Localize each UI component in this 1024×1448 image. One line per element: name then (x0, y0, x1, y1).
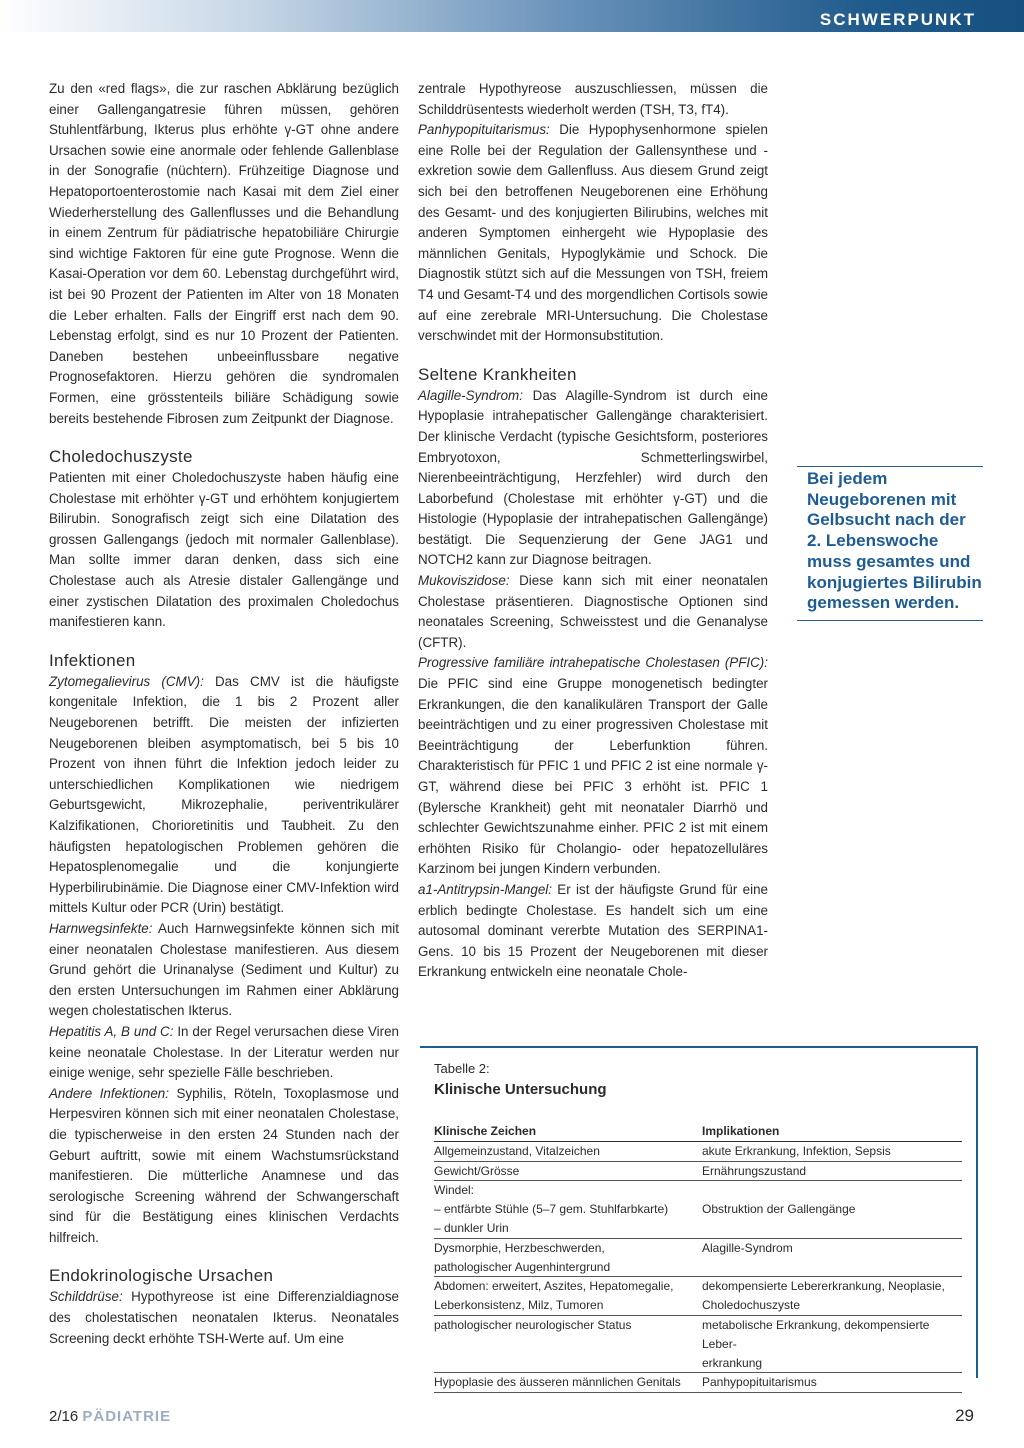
table-cell: Alagille-Syndrom (702, 1240, 793, 1255)
table-row (434, 1373, 962, 1393)
lead-andere-infektionen: Andere Infektionen: (49, 1085, 169, 1101)
table-cell: Abdomen: erweitert, Aszites, Hepatomegalie, (434, 1279, 674, 1294)
table-row (434, 1258, 962, 1277)
header-bar (0, 0, 1024, 32)
table-cell: Leberkonsistenz, Milz, Tumoren (434, 1296, 702, 1315)
table-row (434, 1161, 962, 1181)
magazine-name: PÄDIATRIE (82, 1408, 172, 1425)
table-row (434, 1141, 962, 1161)
lead-mukoviszidose: Mukoviszidose: (418, 573, 510, 589)
table-cell: Windel: (434, 1183, 475, 1198)
table-cell: Panhypopituitarismus (702, 1373, 962, 1393)
table-title: Klinische Untersuchung (434, 1081, 607, 1098)
table-cell: dekompensierte Lebererkrankung, Neoplasie, (702, 1279, 945, 1294)
paragraph-harnwegsinfekte (49, 919, 399, 1022)
text-alagille: Das Alagille-Syndrom ist durch eine Hypoplasie intrahepatischer Gallengänge charakterisiert. Der klinische Verdacht (typische Gesichtsform, posteriores Embryotoxon, Schmetterlingswirbel, Nierenbeeinträchtigung, Herzfehler) wird durch den Laborbefund (Cholestase mit erhöhter γ-GT) und die Histologie (Hypoplasie der intrahepatischen Gallengänge) bestätigt. Die Sequenzierung der Gene JAG1 und NOTCH2 kann zur Diagnose beitragen. (418, 387, 768, 568)
lead-alagille: Alagille-Syndrom: (418, 387, 523, 403)
clinical-table (434, 1122, 962, 1393)
table-cell (434, 1354, 702, 1373)
table-row (434, 1219, 962, 1238)
text-andere-infektionen: Syphilis, Röteln, Toxoplasmose und Herpesviren können sich mit einer neonatalen Cholestase, die typischerweise in den ersten 24 Stunden nach der Geburt auftritt, sowie mit einem Wachstumsrückstand manifestieren. Die mütterliche Anamnese und das serologische Screening während der Schwangerschaft sind für die Bestätigung eines klinischen Verdachts hilfreich. (49, 1085, 399, 1245)
paragraph-schilddruese (49, 1287, 399, 1349)
table-cell: Gewicht/Grösse (434, 1161, 702, 1181)
heading-infektionen: Infektionen (49, 650, 136, 670)
table-row (434, 1181, 962, 1200)
issue-number: 2/16 (49, 1408, 79, 1425)
pull-quote: Bei jedem Neugeborenen mit Gelbsucht nach der 2. Lebenswoche muss gesamtes und konjugiertes Bilirubin gemessen werden. (797, 466, 983, 621)
paragraph-continuation: zentrale Hypothyreose auszuschliessen, müssen die Schilddrüsentests wiederholt werden (TSH, T3, fT4). (418, 81, 768, 117)
section-label: SCHWERPUNKT (819, 10, 976, 29)
heading-seltene-krankheiten: Seltene Krankheiten (418, 364, 577, 384)
column-middle (418, 79, 768, 983)
table-cell: pathologischer neurologischer Status (434, 1317, 632, 1332)
text-schilddruese: Hypothyreose ist eine Differenzialdiagnose des cholestatischen neonatalen Ikterus. Neonatales Screening deckt erhöhte TSH-Werte auf. Um eine (49, 1289, 399, 1346)
table-cell: Ernährungszustand (702, 1161, 962, 1181)
paragraph-choledochuszyste: Patienten mit einer Choledochuszyste haben häufig eine Cholestase mit erhöhter γ-GT und erhöhtem konjugiertem Bilirubin. Sonografisch zeigt sich eine Dilatation des grossen Gallengangs (jedoch mit normaler Gallenblase). Man sollte immer daran denken, dass sich eine Cholestase auch als Atresie distaler Gallengänge und einer zystischen Dilatation des proximalen Choledochus manifestieren kann. (49, 470, 399, 630)
table-cell (702, 1181, 962, 1200)
table-cell: – dunkler Urin (434, 1219, 702, 1238)
page-number: 29 (955, 1406, 974, 1425)
text-hepatitis: In der Regel verursachen diese Viren keine neonatale Cholestase. In der Literatur werden nur einige wenige, sehr spezielle Fälle beschrieben. (49, 1023, 399, 1081)
table-cell: erkrankung (702, 1354, 962, 1373)
paragraph-red-flags: Zu den «red flags», die zur raschen Abklärung bezüglich einer Gallengangatresie führen müssen, gehören Stuhlentfärbung, Ikterus plus erhöhte γ-GT ohne andere Ursachen sowie eine anormale oder fehlende Gallenblase in der Sonografie (nüchtern). Frühzeitige Diagnose und Hepatoportoenterostomie nach Kasai mit dem Ziel einer Wiederherstellung des Gallenflusses und die Behandlung in einem Zentrum für pädiatrische hepatobiliäre Chirurgie sind wichtige Faktoren für eine gute Prognose. Wenn die Kasai-Operation vor dem 60. Lebenstag durchgeführt wird, ist bei 90 Prozent der Patienten im Alter von 18 Monaten die Leber erhalten. Falls der Eingriff erst nach dem 90. Lebenstag erfolgt, sind es nur 10 Prozent der Patienten. Daneben bestehen unbeeinflussbare negative Prognosefaktoren. Hierzu gehören die syndromalen Formen, eine grösstenteils biliäre Schädigung sowie bereits bestehende Fibrosen zum Zeitpunkt der Diagnose. (49, 81, 399, 426)
text-harnwegsinfekte: Auch Harnwegsinfekte können sich mit einer neonatalen Cholestase manifestieren. Aus diesem Grund gehört die Urinanalyse (Sediment und Kultur) zu den ersten Untersuchungen im Rahmen einer Abklärung wegen cholestatischen Ikterus. (49, 920, 399, 1019)
lead-pfic: Progressive familiäre intrahepatische Cholestasen (PFIC): (418, 655, 768, 671)
paragraph-andere-infektionen (49, 1084, 399, 1249)
lead-panhypopituitarismus: Panhypopituitarismus: (418, 122, 550, 138)
table-cell (702, 1219, 962, 1238)
table-cell: – entfärbte Stühle (5–7 gem. Stuhlfarbkarte) (434, 1202, 669, 1217)
table-cell: Choledochuszyste (702, 1296, 962, 1315)
paragraph-hepatitis (49, 1022, 399, 1084)
table-cell (702, 1258, 962, 1277)
table-cell: metabolische Erkrankung, dekompensierte Leber- (702, 1317, 930, 1351)
table-row (434, 1354, 962, 1373)
table-row (434, 1315, 962, 1353)
table-row (434, 1277, 962, 1296)
lead-harnwegsinfekte: Harnwegsinfekte: (49, 920, 153, 936)
paragraph-alagille (418, 386, 768, 571)
paragraph-mukoviszidose (418, 571, 768, 653)
column-left (49, 79, 399, 1349)
heading-endokrinologische-ursachen: Endokrinologische Ursachen (49, 1266, 274, 1286)
table-row (434, 1296, 962, 1315)
lead-schilddruese: Schilddrüse: (49, 1289, 123, 1305)
text-mukoviszidose: Diese kann sich mit einer neonatalen Cholestase präsentieren. Diagnostische Optionen sind neonatales Screening, Schweisstest und die Genanalyse (CFTR). (418, 573, 768, 650)
text-pfic: Die PFIC sind eine Gruppe monogenetisch bedingter Erkrankungen, die den kanalikulären Transport der Galle beeinträchtigen und zu einer progressiven Cholestase mit Beeinträchtigung der Leberfunktion führen. Charakteristisch für PFIC 1 und PFIC 2 ist eine normale γ-GT, während diese bei PFIC 3 erhöht ist. PFIC 1 (Bylersche Krankheit) geht mit neonataler Diarrhö und schlechter Gewichtszunahme einher. PFIC 2 ist mit einem erhöhten Risiko für Cholangio- oder hepatozelluläres Karzinom bei jungen Kindern verbunden. (418, 676, 768, 877)
text-a1-antitrypsin: Er ist der häufigste Grund für eine erblich bedingte Cholestase. Es handelt sich um eine autosomal dominant vererbte Mutation des SERPINA1-Gens. 10 bis 15 Prozent der Neugeborenen mit dieser Erkrankung entwickeln eine neonatale Chole- (418, 881, 768, 980)
table-cell: Dysmorphie, Herzbeschwerden, (434, 1240, 605, 1255)
table-box (420, 1046, 978, 1390)
table-header-cell: Klinische Zeichen (434, 1122, 702, 1141)
paragraph-panhypopituitarismus (418, 120, 768, 347)
lead-cmv: Zytomegalievirus (CMV): (49, 673, 204, 689)
paragraph-cmv (49, 672, 399, 919)
footer-issue (49, 1408, 171, 1425)
table-cell: akute Erkrankung, Infektion, Sepsis (702, 1141, 962, 1161)
table-header-row (434, 1122, 962, 1141)
table-cell: pathologischer Augenhintergrund (434, 1258, 702, 1277)
text-cmv: Das CMV ist die häufigste kongenitale Infektion, die 1 bis 2 Prozent aller Neugeborenen betrifft. Die meisten der infizierten Neugeborenen bleiben asymptomatisch, bei 5 bis 10 Prozent von ihnen führt die Infektion jedoch leider zu unterschiedlichen Komplikationen wie niedrigem Geburtsgewicht, Mikrozephalie, periventrikulärer Kalzifikationen, Chorioretinitis und Taubheit. Zu den häufigsten hepatologischen Problemen gehören die Hepatosplenomegalie und die konjungierte Hyperbilirubinämie. Die Diagnose einer CMV-Infektion wird mittels Kultur oder PCR (Urin) bestätigt. (49, 673, 399, 916)
table-caption: Tabelle 2: (434, 1061, 490, 1076)
lead-a1-antitrypsin: a1-Antitrypsin-Mangel: (418, 881, 552, 897)
paragraph-a1-antitrypsin (418, 880, 768, 983)
table-cell: Obstruktion der Gallengänge (702, 1202, 856, 1217)
text-panhypopituitarismus: Die Hypophysenhormone spielen eine Rolle bei der Regulation der Gallensynthese und -exkretion sowie dem Gallenfluss. Aus diesem Grund zeigt sich bei den betroffenen Neugeborenen eine Erhöhung des Gesamt- und des konjugierten Bilirubins, welches mit anderen Symptomen einhergeht wie Hypoplasie des männlichen Genitals, Hypoglykämie und Schock. Die Diagnostik stützt sich auf die Messungen von TSH, freiem T4 und Gesamt-T4 und des morgendlichen Cortisols sowie auf eine zerebrale MRI-Untersuchung. Die Cholestase verschwindet mit der Hormonsubstitution. (418, 122, 768, 344)
paragraph-pfic (418, 653, 768, 880)
table-row (434, 1238, 962, 1257)
table-row (434, 1200, 962, 1219)
table-cell: Hypoplasie des äusseren männlichen Genitals (434, 1373, 702, 1393)
lead-hepatitis: Hepatitis A, B und C: (49, 1023, 174, 1039)
table-header-cell: Implikationen (702, 1122, 962, 1141)
heading-choledochuszyste: Choledochuszyste (49, 447, 193, 467)
table-cell: Allgemeinzustand, Vitalzeichen (434, 1141, 702, 1161)
